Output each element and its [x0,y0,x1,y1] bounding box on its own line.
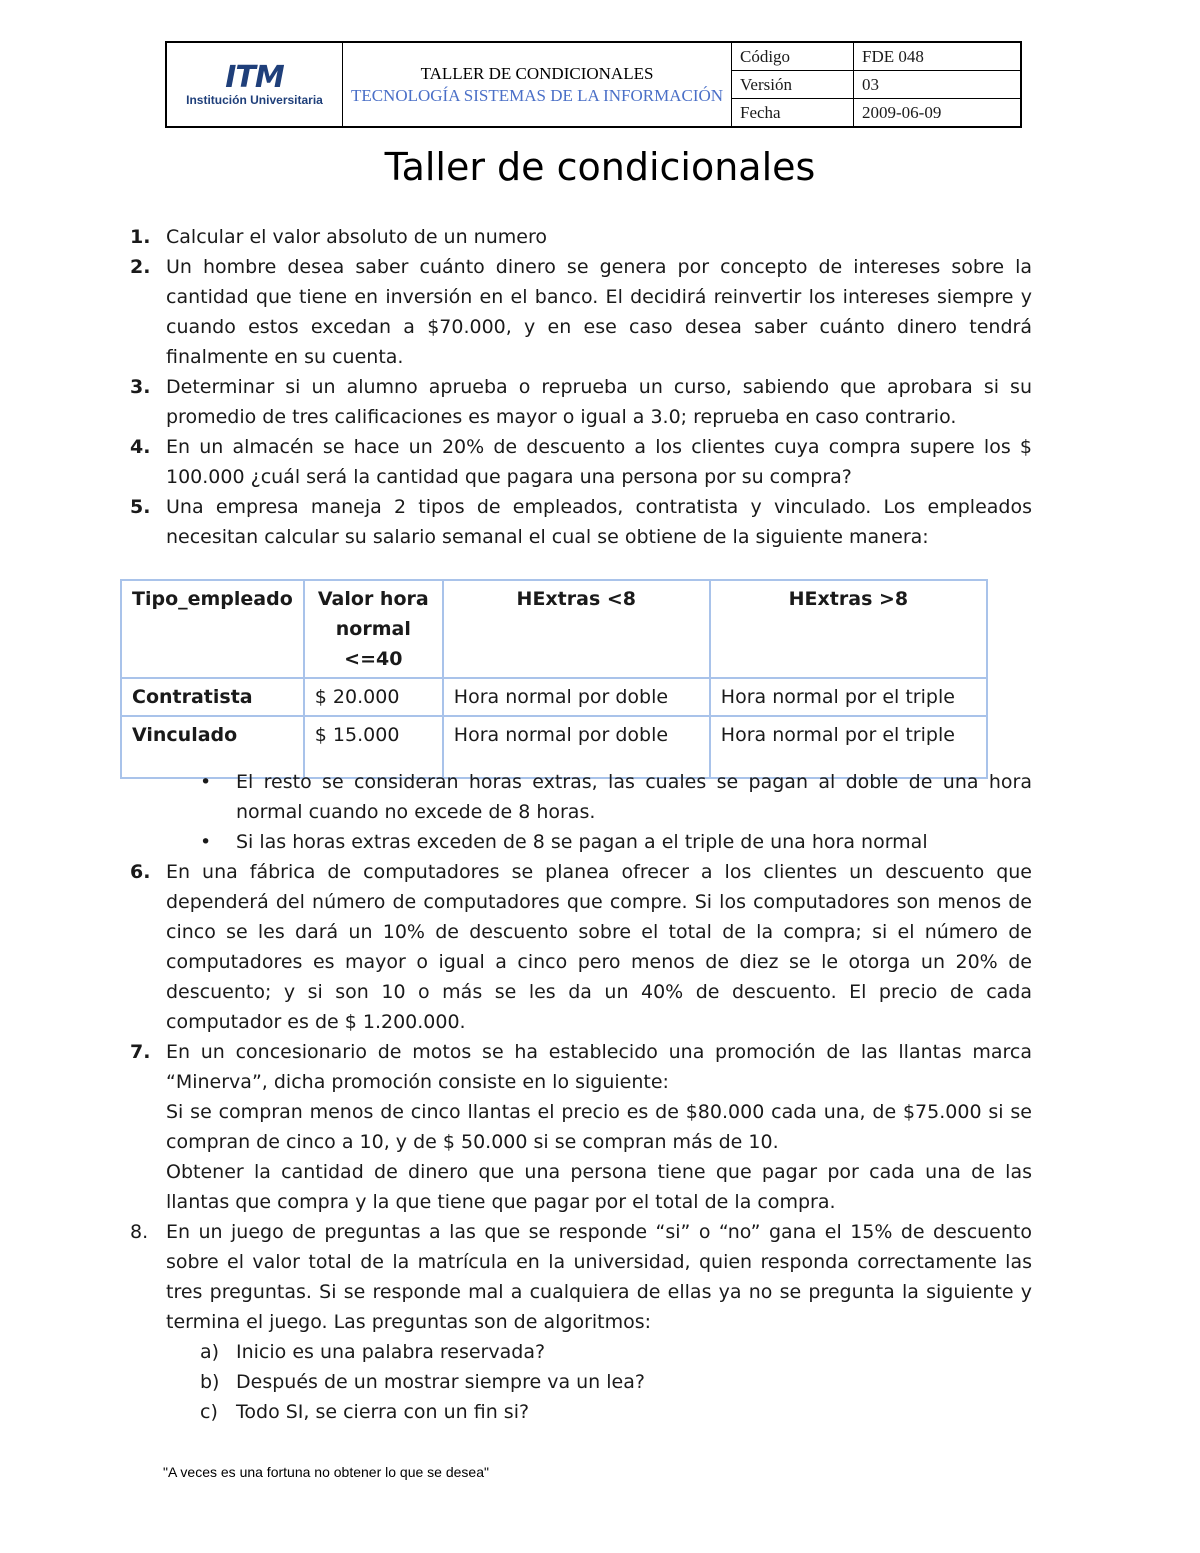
table-header-valor: Valor hora normal <=40 [304,580,443,678]
question-letter: b) [200,1371,220,1393]
list-item [130,1217,1032,1337]
item-text: En un concesionario de motos se ha establecido una promoción de las llantas marca “Minerva”, dicha promoción consiste en lo siguiente: [166,1041,1032,1093]
exercise-list-top [130,222,1032,552]
table-header-tipo: Tipo_empleado [121,580,304,678]
cell-tipo: Contratista [121,678,304,716]
question-letter: c) [200,1401,218,1423]
bullet-item [130,827,1032,857]
codigo-value: FDE 048 [854,42,1022,71]
question-letter: a) [200,1341,220,1363]
list-item [130,252,1032,372]
item-number: 1. [130,226,151,248]
table-header-extras-menor: HExtras <8 [443,580,710,678]
logo-cell [166,42,343,127]
item-text: En un juego de preguntas a las que se responde “si” o “no” gana el 15% de descuento sobre el valor total de la matrícula en la universidad, quien responda correctamente las tres preguntas. Si se responde mal a cualquiera de ellas ya no se pregunta la siguiente y termina el juego. Las preguntas son de algoritmos: [166,1221,1032,1333]
item-number: 4. [130,436,151,458]
exercise-list-bottom [130,767,1032,1427]
footer-quote: "A veces es una fortuna no obtener lo que se desea" [163,1464,489,1480]
item-number: 8. [130,1221,149,1243]
list-item [130,222,1032,252]
employee-table [120,579,988,779]
version-value: 03 [854,71,1022,99]
table-header-extras-mayor: HExtras >8 [710,580,987,678]
header-doc-subtitle: TECNOLOGÍA SISTEMAS DE LA INFORMACIÓN [350,85,724,105]
question-text: Inicio es una palabra reservada? [236,1341,546,1363]
item-text: Determinar si un alumno aprueba o reprueba un curso, sabiendo que aprobara si su promedio de tres calificaciones es mayor o igual a 3.0; reprueba en caso contrario. [166,376,1032,428]
fecha-value: 2009-06-09 [854,99,1022,128]
question-text: Después de un mostrar siempre va un lea? [236,1371,645,1393]
cell-extras-mayor: Hora normal por el triple [710,716,987,778]
cell-extras-mayor: Hora normal por el triple [710,678,987,716]
list-item [130,857,1032,1037]
codigo-label: Código [732,42,854,71]
question-text: Todo SI, se cierra con un fin si? [236,1401,530,1423]
bullet-text: Si las horas extras exceden de 8 se pagan a el triple de una hora normal [236,831,928,853]
header-doc-title: TALLER DE CONDICIONALES [420,63,654,83]
cell-valor: $ 20.000 [304,678,443,716]
item-number: 6. [130,861,151,883]
cell-extras-menor: Hora normal por doble [443,678,710,716]
fecha-label: Fecha [732,99,854,128]
question-item [130,1337,1032,1367]
bullet-dot-icon: • [200,771,212,793]
bullet-dot-icon: • [200,831,212,853]
question-item [130,1397,1032,1427]
item-text: Calcular el valor absoluto de un numero [166,226,547,248]
item-text: Obtener la cantidad de dinero que una persona tiene que pagar por cada una de las llantas que compra y la que tiene que pagar por el total de la compra. [166,1161,1032,1213]
logo-subtitle: Institución Universitaria [186,92,323,107]
version-label: Versión [732,71,854,99]
item-number: 5. [130,496,151,518]
item-number: 3. [130,376,151,398]
itm-logo: ITM [225,59,284,95]
cell-extras-menor: Hora normal por doble [443,716,710,778]
item-number: 7. [130,1041,151,1063]
list-item [130,492,1032,552]
question-item [130,1367,1032,1397]
page-title: Taller de condicionales [384,145,816,189]
bullet-text: El resto se consideran horas extras, las cuales se pagan al doble de una hora normal cuando no excede de 8 horas. [236,771,1032,823]
cell-tipo: Vinculado [121,716,304,778]
table-row [121,678,987,716]
cell-valor: $ 15.000 [304,716,443,778]
bullet-item [130,767,1032,827]
document-header [165,41,1022,128]
item-text: Si se compran menos de cinco llantas el precio es de $80.000 cada una, de $75.000 si se compran de cinco a 10, y de $ 50.000 si se compran más de 10. [166,1101,1032,1153]
item-text: Un hombre desea saber cuánto dinero se genera por concepto de intereses sobre la cantidad que tiene en inversión en el banco. El decidirá reinvertir los intereses siempre y cuando estos excedan a $70.000, y en ese caso desea saber cuánto dinero tendrá finalmente en su cuenta. [166,256,1032,368]
item-number: 2. [130,256,151,278]
item-text: En una fábrica de computadores se planea ofrecer a los clientes un descuento que dependerá del número de computadores que compre. Si los computadores son menos de cinco se les dará un 10% de descuento sobre el total de la compra; si el número de computadores es mayor o igual a cinco pero menos de diez se le otorga un 20% de descuento; y si son 10 o más se les da un 40% de descuento. El precio de cada computador es de $ 1.200.000. [166,861,1032,1033]
header-title-cell [343,42,732,127]
item-text: Una empresa maneja 2 tipos de empleados, contratista y vinculado. Los empleados necesitan calcular su salario semanal el cual se obtiene de la siguiente manera: [166,496,1032,548]
list-item [130,1037,1032,1217]
list-item [130,372,1032,432]
list-item [130,432,1032,492]
item-text: En un almacén se hace un 20% de descuento a los clientes cuya compra supere los $ 100.000 ¿cuál será la cantidad que pagara una persona por su compra? [166,436,1032,488]
